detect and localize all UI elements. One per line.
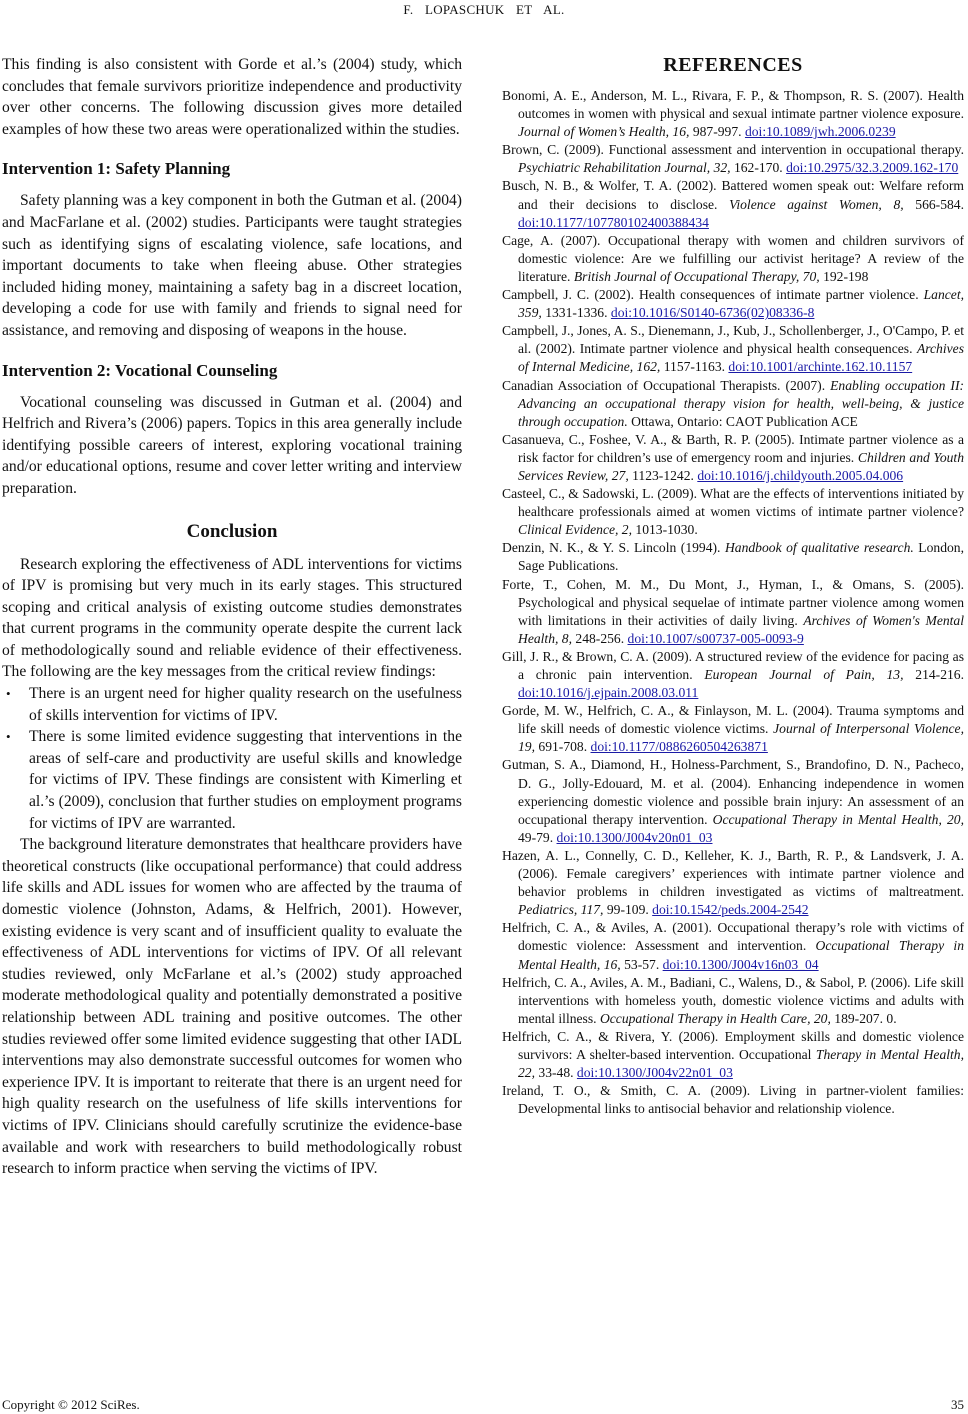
doi-link[interactable]: doi:10.1177/107780102400388434 [518, 214, 709, 230]
reference-entry [502, 648, 964, 702]
doi-link[interactable]: doi:10.1016/j.childyouth.2005.04.006 [697, 467, 904, 483]
reference-entry [502, 702, 964, 756]
section-heading-vocational-counseling: Intervention 2: Vocational Counseling [2, 360, 278, 380]
reference-list [502, 87, 964, 1118]
reference-text: Gill, J. R., & Brown, C. A. (2009). A structured review of the evidence for pacing as a chronic pain intervention. [502, 648, 964, 682]
reference-entry [502, 485, 964, 539]
reference-text: Casteel, C., & Sadowski, L. (2009). What are the effects of interventions initiated by healthcare professionals aimed at women victims of intimate partner violence? [502, 486, 964, 520]
references-heading: REFERENCES [663, 54, 803, 76]
reference-text: Forte, T., Cohen, M. M., Du Mont, J., Hyman, I., & Omans, S. (2005). Psychological and physical sequelae of intimate partner violence among women with limitations in their activities of daily living. [502, 576, 964, 628]
reference-pages: 1123-1242. [628, 467, 698, 483]
doi-link[interactable]: doi:10.1007/s00737-005-0093-9 [627, 630, 804, 646]
reference-text: Brown, C. (2009). Functional assessment and intervention in occupational therapy. [502, 142, 964, 158]
reference-text: Gorde, M. W., Helfrich, C. A., & Finlayson, M. L. (2004). Trauma symptoms and life skill needs of domestic violence victims. [502, 703, 964, 737]
reference-pages: 987-997. [689, 124, 745, 140]
reference-journal: Journal of Women’s Health, 16, [518, 124, 690, 140]
doi-link[interactable]: doi:10.1016/j.ejpain.2008.03.011 [518, 685, 699, 701]
reference-pages: 53-57. [620, 956, 663, 972]
reference-pages: 1331-1336. [541, 305, 611, 321]
reference-entry [502, 322, 964, 376]
reference-journal: Enabling occupation II: Advancing an occupational therapy vision for health, well-being, & justice through occupation. [518, 377, 964, 429]
reference-journal: Psychiatric Rehabilitation Journal, 32, [518, 160, 731, 176]
reference-pages: 248-256. [572, 630, 628, 646]
intro-paragraph: This finding is also consistent with Gorde et al.’s (2004) study, which concludes that female survivors prioritize independence and productivity over other concerns. The following discussion gives more detailed examples of how these two areas were operationalized within the studies. [2, 56, 462, 138]
reference-pages: 99-109. [603, 902, 653, 918]
reference-pages: 214-216. [903, 667, 964, 682]
doi-link[interactable]: doi:10.1542/peds.2004-2542 [652, 902, 809, 918]
reference-text: Helfrich, C. A., & Aviles, A. (2001). Occupational therapy’s role with victims of domestic violence: Assessment and intervention. [502, 920, 964, 954]
reference-text: Busch, N. B., & Wolfer, T. A. (2002). Battered women speak out: Welfare reform and their decisions to disclose. [502, 178, 964, 212]
reference-entry [502, 539, 964, 575]
doi-link[interactable]: doi:10.1016/S0140-6736(02)08336-8 [610, 305, 815, 321]
vocational-counseling-paragraph: Vocational counseling was discussed in Gutman et al. (2004) and Helfrich and Rivera’s (2006) papers. Topics in this area generally include identifying possible careers of interest, exploring vocational training and/or educational options, resume and cover letter writing and interview preparation. [2, 393, 462, 497]
reference-text: Campbell, J. C. (2002). Health consequences of intimate partner violence. [502, 287, 924, 303]
reference-text: Casanueva, C., Foshee, V. A., & Barth, R. P. (2005). Intimate partner violence as a risk factor for children’s use of emergency room and injuries. [502, 431, 964, 465]
reference-entry [502, 377, 964, 431]
reference-entry [502, 847, 964, 919]
reference-pages: London, Sage Publications. [518, 540, 964, 574]
reference-pages: 691-708. [535, 739, 591, 755]
reference-journal: Occupational Therapy in Mental Health, 16, [518, 938, 964, 972]
reference-pages: Ottawa, Ontario: CAOT Publication ACE [627, 413, 858, 429]
reference-journal: British Journal of Occupational Therapy, 70, [573, 268, 820, 284]
reference-pages: 189-207. 0. [830, 1010, 897, 1026]
reference-journal: Occupational Therapy in Mental Health, 20, [712, 811, 964, 827]
reference-pages: 49-79. [518, 829, 557, 845]
doi-link[interactable]: doi:10.1177/0886260504263871 [590, 739, 768, 755]
reference-entry [502, 87, 964, 141]
reference-pages: 566-584. [903, 196, 964, 212]
doi-link[interactable]: doi:10.1300/J004v22n01_03 [576, 1065, 733, 1081]
reference-text: Helfrich, C. A., Aviles, A. M., Badiani, C., Walens, D., & Sabol, P. (2006). Life skill interventions with homeless youth, domestic violence victims and adults with mental illness. [502, 974, 964, 1026]
reference-text: Cage, A. (2007). Occupational therapy with women and children survivors of domestic violence: Are we fulfilling our activist heritage? A review of the literature. [502, 232, 964, 284]
reference-text: Campbell, J., Jones, A. S., Dienemann, J., Kub, J., Schollenberger, J., O'Campo, P. et al. (2002). Intimate partner violence and physical health consequences. [502, 323, 964, 357]
reference-entry [502, 141, 964, 177]
reference-pages: 1157-1163. [660, 359, 729, 375]
reference-journal: Lancet, 359, [518, 287, 964, 321]
key-messages-list [2, 683, 462, 834]
reference-entry [502, 756, 964, 846]
safety-planning-paragraph: Safety planning was a key component in both the Gutman et al. (2004) and MacFarlane et al. (2002) studies. Participants were taught strategies such as identifying signs of escalating violence, safe locations, and important documents to take when fleeing abuse. Other strategies included hiding money, maintaining a safety bag in a discreet location, developing a code for use with family and friends to signal need for assistance, and removing and disposing of weapons in the house. [2, 192, 462, 339]
doi-link[interactable]: doi:10.1300/J004v16n03_04 [662, 956, 819, 972]
doi-link[interactable]: doi:10.1001/archinte.162.10.1157 [728, 359, 913, 375]
list-item-text: There is some limited evidence suggesting that interventions in the areas of self-care and productivity are useful skills and knowledge for victims of IPV. These findings are consistent with Kimerling et al.’s (2009), conclusion that further studies on employment programs for victims of IPV are warranted. [29, 728, 462, 832]
reference-text: Canadian Association of Occupational Therapists. (2007). [502, 377, 831, 393]
reference-journal: Violence against Women, 8, [729, 196, 904, 212]
reference-text: Gutman, S. A., Diamond, H., Holness-Parchment, S., Brandofino, D. N., Pacheco, D. G., Jolly-Edouard, M. et al. (2004). Enhancing independence in women experiencing domestic violence and possible brain injury: An assessment of an occupational therapy intervention. [502, 757, 964, 827]
reference-journal: Archives of Women's Mental Health, 8, [518, 612, 965, 646]
list-item [2, 726, 462, 834]
section-heading-conclusion: Conclusion [186, 520, 278, 542]
reference-text: Ireland, T. O., & Smith, C. A. (2009). Living in partner-violent families: Developmental links to antisocial behavior and relationship violence. [502, 1083, 964, 1117]
conclusion-paragraph-2: The background literature demonstrates that healthcare providers have theoretical constructs (like occupational performance) that could address life skills and ADL issues for women who are affected by the trauma of domestic violence (Johnston, Adams, & Helfrich, 2001). However, existing evidence is very scant and of insufficient quality to evaluate the effectiveness of ADL interventions for victims of IPV. Of all relevant studies reviewed, only McFarlane et al.’s (2002) study approached moderate methodological quality and potentially demonstrated a positive relationship between ADL training and positive outcomes. The other studies reviewed offer some limited evidence suggesting that other IADL interventions may also demonstrate successful outcomes for women who experience IPV. It is important to reiterate that there is an urgent need for high quality research on the usefulness of life skills interventions for victims of IPV. Clinicians should carefully scrutinize the evidence-base available and work with researchers to build methodologically robust research to inform practice when serving the victims of IPV. [2, 836, 462, 1178]
doi-link[interactable]: doi:10.2975/32.3.2009.162-170 [786, 160, 959, 176]
reference-entry [502, 232, 964, 286]
reference-pages: 1013-1030. [632, 522, 698, 538]
references-column [502, 52, 964, 1118]
reference-entry [502, 286, 964, 322]
reference-entry [502, 431, 964, 485]
bullet-icon: • [6, 686, 11, 702]
reference-entry [502, 576, 964, 648]
running-head: F. LOPASCHUK ET AL. [403, 2, 565, 17]
reference-journal: Therapy in Mental Health, 22, [518, 1046, 964, 1081]
list-item-text: There is an urgent need for higher quality research on the usefulness of skills intervention for victims of IPV. [29, 685, 462, 724]
reference-text: Helfrich, C. A., & Rivera, Y. (2006). Employment skills and domestic violence survivors: A shelter-based intervention. Occupational [502, 1028, 964, 1062]
reference-pages: 33-48. [535, 1065, 577, 1081]
reference-entry [502, 1028, 964, 1082]
reference-journal: Occupational Therapy in Health Care, 20, [599, 1010, 831, 1026]
reference-journal: European Journal of Pain, 13, [704, 667, 904, 682]
page-number: 35 [951, 1397, 964, 1412]
reference-journal: Handbook of qualitative research. [724, 540, 914, 556]
doi-link[interactable]: doi:10.1300/J004v20n01_03 [556, 829, 713, 845]
bullet-icon: • [6, 729, 11, 745]
reference-text: Bonomi, A. E., Anderson, M. L., Rivara, F. P., & Thompson, R. S. (2007). Health outcomes in women with physical and sexual intimate partner violence exposure. [502, 88, 964, 122]
copyright-notice: Copyright © 2012 SciRes. [2, 1397, 140, 1412]
reference-journal: Children and Youth Services Review, 27, [518, 449, 964, 483]
reference-entry [502, 1082, 964, 1118]
reference-entry [502, 919, 964, 973]
reference-journal: Pediatrics, 117, [518, 902, 604, 918]
list-item [2, 683, 462, 726]
reference-entry [502, 177, 964, 231]
reference-text: Denzin, N. K., & Y. S. Lincoln (1994). [502, 540, 725, 556]
left-column [2, 54, 462, 1180]
conclusion-paragraph-1: Research exploring the effectiveness of ADL interventions for victims of IPV is promising but very much in its early stages. This structured scoping and critical analysis of existing outcome studies demonstrates that current programs in the community operate despite the current lack of methodologically sound and reliable evidence of their effectiveness. The following are the key messages from the critical review findings: [2, 555, 462, 681]
doi-link[interactable]: doi:10.1089/jwh.2006.0239 [744, 124, 896, 140]
reference-journal: Clinical Evidence, 2, [518, 522, 633, 538]
reference-journal: Archives of Internal Medicine, 162, [518, 341, 964, 375]
reference-entry [502, 974, 964, 1028]
reference-journal: Journal of Interpersonal Violence, 19, [518, 721, 964, 755]
reference-pages: 162-170. [730, 160, 787, 176]
reference-pages: 192-198 [819, 268, 869, 284]
section-heading-safety-planning: Intervention 1: Safety Planning [2, 159, 231, 179]
reference-text: Hazen, A. L., Connelly, C. D., Kelleher, K. J., Barth, R. P., & Landsverk, J. A. (2006). Female caregivers’ experiences with intimate partner violence and behavior problems in children investigated as victims of maltreatment. [502, 847, 964, 900]
